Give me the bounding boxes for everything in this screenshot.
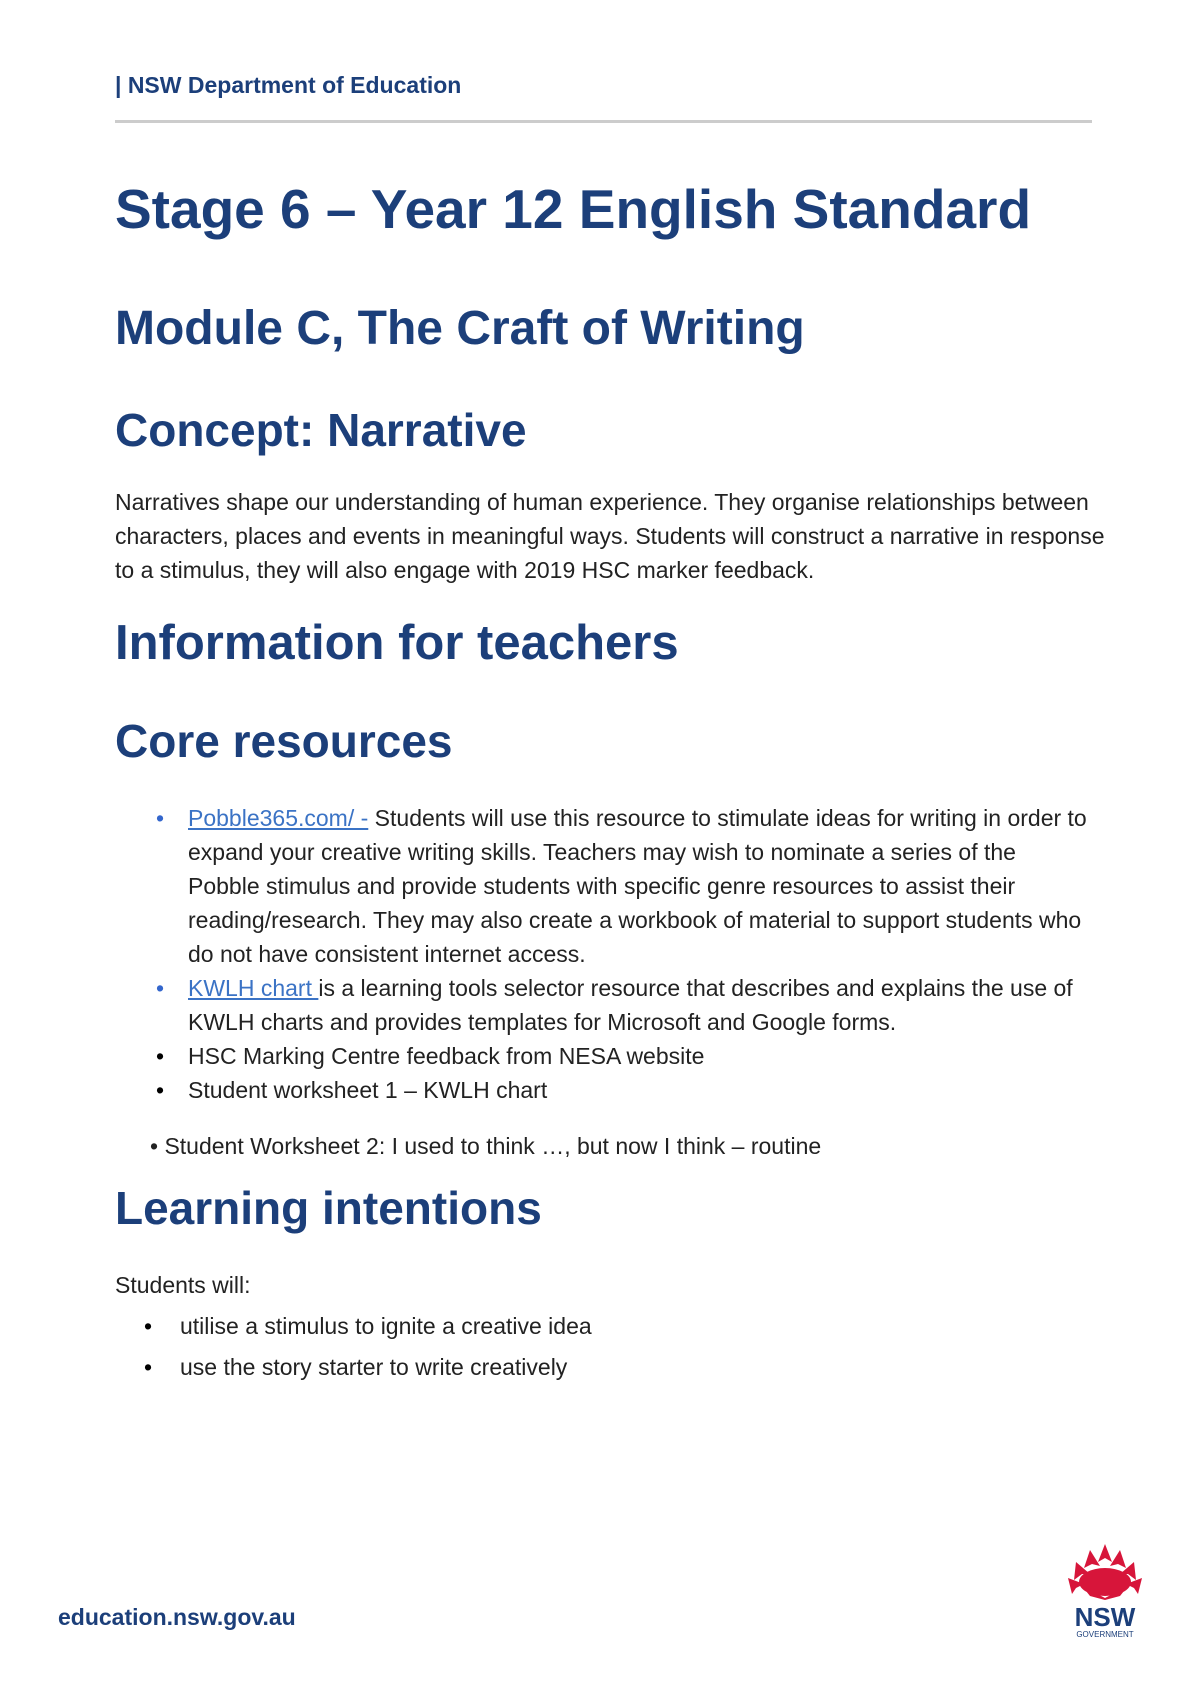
list-item bbox=[156, 1073, 1093, 1107]
bullet-icon: • bbox=[156, 1077, 165, 1103]
page-title: Stage 6 – Year 12 English Standard bbox=[115, 178, 1032, 240]
concept-heading: Concept: Narrative bbox=[115, 404, 527, 456]
header-department: | NSW Department of Education bbox=[115, 72, 462, 98]
core-resources-list bbox=[156, 801, 1093, 1107]
list-item-text: utilise a stimulus to ignite a creative idea bbox=[180, 1313, 592, 1339]
module-heading: Module C, The Craft of Writing bbox=[115, 302, 805, 355]
bullet-icon: • bbox=[156, 805, 165, 831]
bullet-icon: • bbox=[150, 1133, 165, 1159]
concept-paragraph: Narratives shape our understanding of human experience. They organise relationships between characters, places and events in meaningful ways. Students will construct a narrative in response to a stimulus, they will also engage with 2019 HSC marker feedback. bbox=[115, 489, 1105, 583]
list-item-text: Student Worksheet 2: I used to think …, but now I think – routine bbox=[164, 1133, 822, 1159]
list-item-text: is a learning tools selector resource that describes and explains the use of KWLH charts and provides templates for Microsoft and Google forms. bbox=[188, 975, 1073, 1035]
bullet-icon: • bbox=[144, 1313, 153, 1339]
footer-url: education.nsw.gov.au bbox=[58, 1604, 296, 1630]
pobble365-link[interactable]: Pobble365.com/ - bbox=[188, 805, 369, 831]
students-will-text: Students will: bbox=[115, 1272, 251, 1298]
core-resources-heading: Core resources bbox=[115, 715, 453, 767]
list-item-text: Student worksheet 1 – KWLH chart bbox=[188, 1077, 548, 1103]
list-item bbox=[156, 971, 1093, 1039]
nsw-government-logo bbox=[1060, 1540, 1150, 1640]
list-item-text: use the story starter to write creatively bbox=[180, 1354, 568, 1380]
list-item bbox=[144, 1306, 1080, 1347]
learning-intentions-heading: Learning intentions bbox=[115, 1182, 542, 1234]
waratah-icon bbox=[1068, 1544, 1142, 1600]
list-item bbox=[156, 801, 1093, 971]
logo-nsw-text: NSW bbox=[1074, 1602, 1136, 1632]
header-divider bbox=[115, 120, 1092, 123]
list-item bbox=[156, 1039, 1093, 1073]
info-teachers-heading: Information for teachers bbox=[115, 616, 679, 670]
kwlh-chart-link[interactable]: KWLH chart bbox=[188, 975, 319, 1001]
bullet-icon: • bbox=[156, 975, 165, 1001]
list-item bbox=[144, 1347, 1080, 1388]
learning-intentions-list bbox=[144, 1306, 1080, 1388]
list-item-text: Students will use this resource to stimulate ideas for writing in order to expand your creative writing skills. Teachers may wish to nominate a series of the Pobble stimulus and provide students with specific genre resources to assist their reading/research. They may also create a workbook of material to support students who do not have consistent internet access. bbox=[188, 805, 1087, 967]
logo-government-text: GOVERNMENT bbox=[1076, 1630, 1134, 1639]
list-item-text: HSC Marking Centre feedback from NESA website bbox=[188, 1043, 705, 1069]
worksheet-2-item bbox=[150, 1129, 821, 1163]
bullet-icon: • bbox=[156, 1043, 165, 1069]
bullet-icon: • bbox=[144, 1354, 153, 1380]
